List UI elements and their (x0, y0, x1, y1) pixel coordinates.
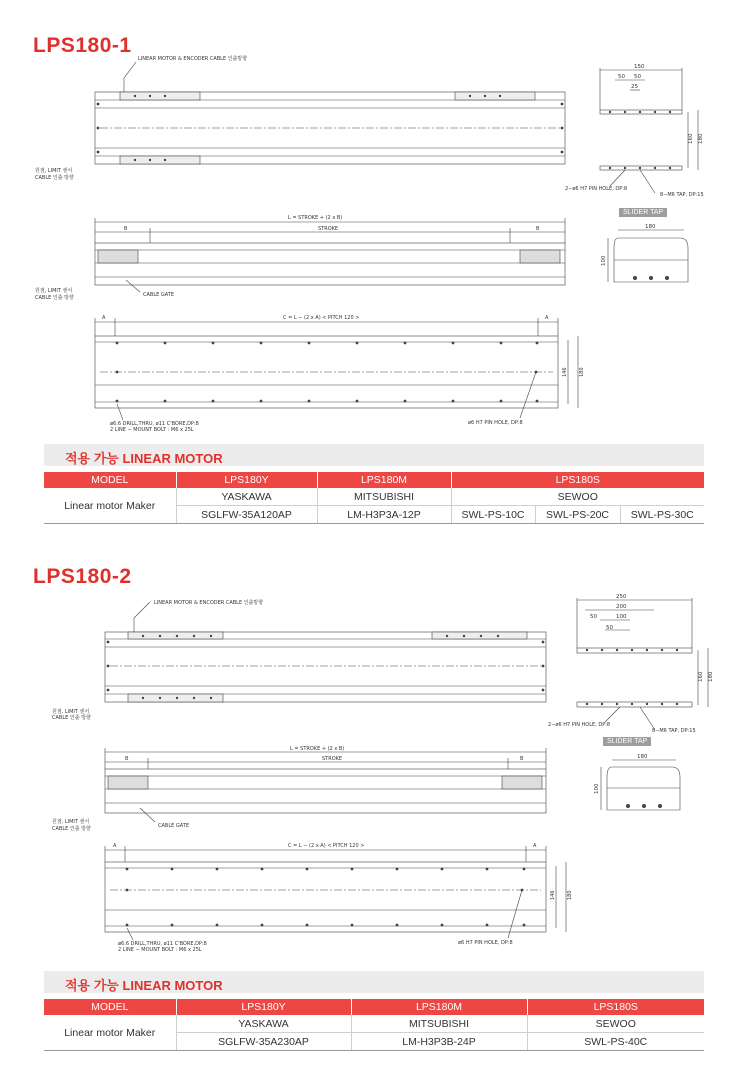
label-limit-cable-1b: 원점, LIMIT 센서 (35, 288, 73, 294)
maker-m: MITSUBISHI (317, 488, 451, 506)
label-drill-2: 2 LINE − MOUNT BOLT : M6 x 25L (118, 947, 202, 953)
maker-s: SEWOO (527, 1015, 704, 1033)
side-dim-4: 100 (616, 614, 627, 620)
maker-s: SEWOO (451, 488, 704, 506)
model-y-1: SGLFW-35A230AP (176, 1033, 351, 1051)
label-b-left: B (124, 226, 128, 232)
label-drill-2: 2 LINE − MOUNT BOLT : M6 x 25L (110, 427, 194, 433)
side-dim-4: 25 (631, 84, 638, 90)
header-s: LPS180S (451, 472, 704, 488)
side-dim-2: 200 (616, 604, 627, 610)
drawing-lps180-2 (0, 560, 755, 960)
maker-y: YASKAWA (176, 488, 317, 506)
label-b-right: B (536, 226, 540, 232)
label-cable-gate: CABLE GATE (158, 823, 189, 829)
label-dim-146: 146 (550, 890, 556, 900)
label-a-left: A (113, 843, 117, 849)
label-dim-146: 146 (562, 367, 568, 377)
model-s-2: SWL-PS-20C (535, 506, 620, 524)
slider-tap-tag: SLIDER TAP (619, 208, 667, 217)
label-limit-cable-1: 원점, LIMIT 센서 (52, 709, 90, 715)
spec-table (44, 999, 704, 1051)
label-stroke-total: L = STROKE + (2 x B) (288, 215, 343, 221)
label-limit-cable-1b: 원점, LIMIT 센서 (52, 819, 90, 825)
label-b-right: B (520, 756, 524, 762)
front-view-body (95, 243, 565, 285)
label-limit-cable-1: 원점, LIMIT 센서 (35, 168, 73, 174)
label-limit-cable-2b: CABLE 인출 방향 (35, 295, 74, 301)
label-stroke-total: L = STROKE + (2 x B) (290, 746, 345, 752)
header-model: MODEL (44, 999, 176, 1015)
model-m-1: LM-H3P3A-12P (317, 506, 451, 524)
side-vdim-2: 180 (708, 671, 714, 682)
side-dim-1: 150 (634, 64, 645, 70)
side-dim-3: 50 (590, 614, 597, 620)
motor-header (44, 971, 704, 993)
label-a-right: A (545, 315, 549, 321)
label-dim-100: 100 (594, 783, 600, 794)
model-m-1: LM-H3P3B-24P (351, 1033, 527, 1051)
header-m: LPS180M (317, 472, 451, 488)
motor-title: 적용 가능 LINEAR MOTOR (65, 978, 223, 993)
side-vdim-1: 160 (698, 671, 704, 682)
label-pin-hole-bottom: ø6 H7 PIN HOLE, DP:8 (468, 420, 523, 426)
label-drill-1: ø6.6 DRILL,THRU, ø11 C'BORE,DP:8 (110, 421, 199, 427)
label-pitch: C = L − (2 x A) < PITCH 120 > (283, 315, 360, 321)
label-tap: 8−M6 TAP, DP:15 (652, 728, 696, 734)
motor-title: 적용 가능 LINEAR MOTOR (65, 451, 223, 466)
label-pin-hole-bottom: ø6 H7 PIN HOLE, DP:8 (458, 940, 513, 946)
side-dim-2: 50 (618, 74, 625, 80)
label-dim-180: 180 (579, 367, 585, 377)
model-s-1: SWL-PS-10C (451, 506, 535, 524)
label-pin-hole-side: 2−ø6 H7 PIN HOLE, DP:8 (548, 722, 611, 728)
label-cable-top: LINEAR MOTOR & ENCODER CABLE 인출방향 (138, 56, 248, 62)
model-s-1: SWL-PS-40C (527, 1033, 704, 1051)
label-pin-hole-side: 2−ø6 H7 PIN HOLE, DP:8 (565, 186, 628, 192)
motor-header (44, 444, 704, 466)
label-stroke: STROKE (318, 226, 339, 232)
header-m: LPS180M (351, 999, 527, 1015)
label-limit-cable-2: CABLE 인출 방향 (35, 175, 74, 181)
label-drill-1: ø6.6 DRILL,THRU, ø11 C'BORE,DP:8 (118, 941, 207, 947)
model-s-3: SWL-PS-30C (620, 506, 704, 524)
side-dim-5: 50 (606, 625, 613, 631)
header-y: LPS180Y (176, 999, 351, 1015)
section-title: LPS180-2 (33, 565, 132, 588)
label-a-left: A (102, 315, 106, 321)
label-limit-cable-2b: CABLE 인출 방향 (52, 826, 91, 832)
label-dim-180-top: 180 (645, 224, 656, 230)
label-b-left: B (125, 756, 129, 762)
label-limit-cable-2: CABLE 인출 방향 (52, 715, 91, 721)
slider-tap-tag: SLIDER TAP (603, 737, 651, 746)
label-pitch: C = L − (2 x A) < PITCH 120 > (288, 843, 365, 849)
label-cable-top: LINEAR MOTOR & ENCODER CABLE 인출방향 (154, 600, 264, 606)
maker-label: Linear motor Maker (44, 488, 176, 524)
header-s: LPS180S (527, 999, 704, 1015)
label-dim-100: 100 (601, 255, 607, 266)
spec-table (44, 472, 704, 524)
maker-m: MITSUBISHI (351, 1015, 527, 1033)
side-dim-3: 50 (634, 74, 641, 80)
header-model: MODEL (44, 472, 176, 488)
label-tap: 8−M6 TAP, DP:15 (660, 192, 704, 198)
maker-label: Linear motor Maker (44, 1015, 176, 1051)
section-title: LPS180-1 (33, 34, 132, 57)
label-a-right: A (533, 843, 537, 849)
label-stroke: STROKE (322, 756, 343, 762)
header-y: LPS180Y (176, 472, 317, 488)
label-cable-gate: CABLE GATE (143, 292, 174, 298)
side-vdim-2: 180 (698, 133, 704, 144)
label-dim-180-top: 180 (637, 754, 648, 760)
side-vdim-1: 160 (688, 133, 694, 144)
model-y-1: SGLFW-35A120AP (176, 506, 317, 524)
side-dim-1: 250 (616, 594, 627, 600)
drawing-lps180-1 (0, 0, 755, 440)
maker-y: YASKAWA (176, 1015, 351, 1033)
label-dim-180: 180 (567, 890, 573, 900)
